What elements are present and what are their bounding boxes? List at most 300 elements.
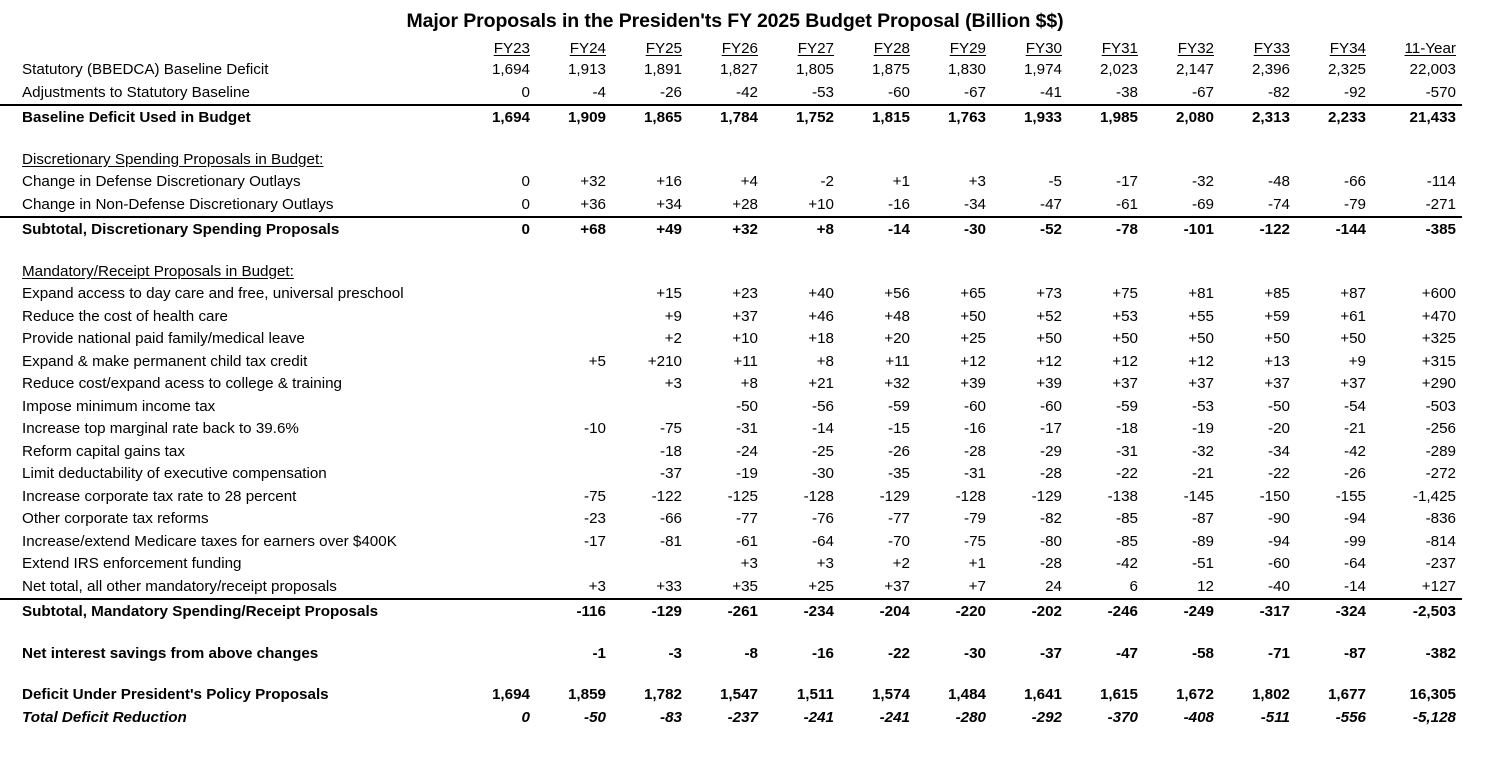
cell-FY30: +52 (1036, 307, 1062, 325)
cell-FY32: -51 (1192, 555, 1214, 572)
cell-FY34: -94 (1344, 510, 1366, 527)
cell-FY30: -129 (1031, 487, 1062, 505)
cell-FY24: -17 (584, 532, 606, 550)
cell-FY33 (1230, 261, 1306, 284)
cell-FY31: -138 (1107, 487, 1138, 505)
cell-FY33: -511 (1260, 708, 1290, 726)
cell-FY24: 1,909 (546, 105, 622, 130)
cell-FY28: -204 (850, 599, 926, 624)
cell-FY34: -99 (1344, 532, 1366, 550)
cell-FY26: -19 (736, 465, 758, 482)
cell-FY24: +3 (588, 577, 606, 595)
cell-FY28 (850, 261, 926, 284)
cell-FY25: -129 (622, 599, 698, 624)
cell-FY23 (470, 441, 546, 464)
cell-FY33: -60 (1268, 555, 1290, 572)
cell-FY31: +53 (1112, 307, 1138, 325)
cell-FY31: -59 (1116, 397, 1138, 415)
row-label-mandatory-2: Provide national paid family/medical leave (22, 330, 305, 347)
cell-FY33: -22 (1268, 465, 1290, 482)
cell-FY33: -40 (1268, 577, 1290, 595)
cell-FY31: -370 (1107, 708, 1138, 726)
table-row-total-deficit-reduction (0, 707, 1462, 730)
cell-FY29: -16 (964, 420, 986, 437)
cell-FY24: +68 (546, 217, 622, 242)
cell-FY23: 0 (521, 83, 530, 101)
cell-FY34: -155 (1335, 487, 1366, 505)
cell-FY23: 0 (521, 708, 530, 726)
cell-11-Year: +600 (1421, 285, 1456, 302)
cell-FY29: -220 (926, 599, 1002, 624)
cell-11-Year: 16,305 (1409, 686, 1456, 703)
cell-FY25: 1,782 (643, 686, 682, 703)
cell-FY26: -31 (736, 420, 758, 437)
cell-FY23: 1,694 (470, 105, 546, 130)
cell-FY33: -50 (1268, 397, 1290, 415)
table-row-deficit-under-policy (0, 684, 1462, 707)
cell-FY23 (470, 283, 546, 306)
cell-FY28: -241 (879, 708, 910, 726)
cell-11-Year: -289 (1425, 442, 1456, 460)
cell-FY30: 1,974 (1023, 61, 1062, 78)
cell-FY26: -237 (727, 708, 758, 726)
cell-FY29: -28 (964, 442, 986, 460)
cell-FY27 (774, 149, 850, 172)
cell-FY34: +37 (1340, 375, 1366, 392)
cell-FY26: -50 (736, 397, 758, 415)
cell-FY27: -16 (812, 644, 834, 662)
column-header-FY25: FY25 (645, 40, 682, 57)
cell-FY34: 2,233 (1306, 105, 1382, 130)
cell-FY29: +3 (968, 173, 986, 190)
spacer-cell (0, 130, 1462, 149)
cell-FY24 (546, 441, 622, 464)
cell-FY30: 1,933 (1002, 105, 1078, 130)
cell-FY32: -19 (1192, 420, 1214, 437)
cell-FY28: 1,875 (871, 61, 910, 78)
cell-FY25: -26 (660, 83, 682, 101)
cell-FY31: 1,985 (1078, 105, 1154, 130)
cell-FY24: +5 (588, 352, 606, 370)
cell-FY32: 1,672 (1175, 686, 1214, 703)
cell-FY28: -15 (888, 420, 910, 437)
row-label-mandatory-6: Increase top marginal rate back to 39.6% (22, 420, 299, 437)
cell-FY33: 1,802 (1251, 686, 1290, 703)
cell-FY26: 1,784 (698, 105, 774, 130)
cell-FY26: +28 (732, 195, 758, 213)
row-label-mandatory-4: Reduce cost/expand acess to college & training (22, 375, 342, 392)
cell-FY26: +3 (740, 555, 758, 572)
cell-11-Year (1382, 261, 1462, 284)
cell-FY28: +37 (884, 577, 910, 595)
cell-FY25 (622, 553, 698, 576)
cell-FY31: +37 (1112, 375, 1138, 392)
cell-FY24: +36 (580, 195, 606, 213)
cell-FY33: +13 (1264, 352, 1290, 370)
cell-FY23: 1,694 (491, 686, 530, 703)
cell-11-Year: -503 (1425, 397, 1456, 415)
cell-FY23: 0 (521, 173, 530, 190)
column-header-FY27: FY27 (797, 40, 834, 57)
cell-FY30: -41 (1040, 83, 1062, 101)
table-row-adjustments (0, 82, 1462, 106)
cell-FY25 (622, 149, 698, 172)
cell-FY33: +59 (1264, 307, 1290, 325)
cell-FY30 (1002, 149, 1078, 172)
cell-FY25: +210 (647, 352, 682, 370)
table-row-mandatory-8 (0, 463, 1462, 486)
cell-FY28: -22 (888, 644, 910, 662)
cell-FY29: +12 (960, 352, 986, 370)
cell-FY27: 1,805 (795, 61, 834, 78)
cell-FY25: -81 (660, 532, 682, 550)
cell-FY31: -85 (1116, 532, 1138, 550)
cell-FY34: +50 (1340, 330, 1366, 347)
cell-FY31: -18 (1116, 420, 1138, 437)
table-row-mandatory-1 (0, 306, 1462, 329)
cell-FY27: +25 (808, 577, 834, 595)
cell-FY23 (470, 508, 546, 531)
cell-FY28: -16 (888, 195, 910, 213)
cell-FY31: -47 (1116, 644, 1138, 662)
row-spacer (0, 242, 1462, 261)
table-row-mandatory-5 (0, 396, 1462, 419)
cell-FY27 (774, 261, 850, 284)
cell-FY31: -78 (1078, 217, 1154, 242)
cell-FY32: 2,080 (1154, 105, 1230, 130)
cell-FY29: 1,830 (947, 61, 986, 78)
cell-FY32: -101 (1154, 217, 1230, 242)
cell-FY25: +34 (656, 195, 682, 213)
table-header-row (0, 38, 1462, 59)
row-label-net-interest: Net interest savings from above changes (22, 644, 319, 662)
cell-FY23 (470, 328, 546, 351)
cell-FY24: -1 (592, 644, 606, 662)
table-row-mandatory-11 (0, 531, 1462, 554)
cell-FY29: -128 (955, 487, 986, 505)
row-label-discretionary-0: Change in Defense Discretionary Outlays (22, 173, 301, 190)
cell-FY34: +9 (1348, 352, 1366, 370)
cell-FY26: +8 (740, 375, 758, 392)
cell-FY27: 1,511 (796, 686, 834, 703)
cell-FY26: -125 (727, 487, 758, 505)
cell-FY30: 24 (1045, 577, 1062, 595)
cell-FY34: +61 (1340, 307, 1366, 325)
cell-FY30: -29 (1040, 442, 1062, 460)
cell-FY28: -70 (888, 532, 910, 550)
cell-FY24 (546, 149, 622, 172)
cell-FY23 (470, 486, 546, 509)
cell-FY24: -23 (584, 510, 606, 527)
cell-FY25: +3 (664, 375, 682, 392)
cell-FY31 (1078, 149, 1154, 172)
table-row-statutory-baseline (0, 59, 1462, 82)
cell-FY34 (1306, 149, 1382, 172)
row-label-deficit-under-policy: Deficit Under President's Policy Proposals (22, 686, 329, 703)
cell-FY25: +16 (656, 173, 682, 190)
cell-FY34: -87 (1344, 644, 1366, 662)
cell-FY32: -21 (1192, 465, 1214, 482)
cell-FY23 (470, 576, 546, 600)
cell-FY32: -32 (1192, 442, 1214, 460)
table-row-mandatory-10 (0, 508, 1462, 531)
table-row-mandatory-0 (0, 283, 1462, 306)
cell-FY28 (850, 149, 926, 172)
cell-FY24: -10 (584, 420, 606, 437)
table-row-baseline-deficit-used (0, 105, 1462, 130)
cell-FY34: -92 (1344, 83, 1366, 101)
cell-FY29: -60 (964, 397, 986, 415)
cell-FY29: +1 (968, 555, 986, 572)
cell-11-Year: 22,003 (1409, 61, 1456, 78)
cell-FY30: -80 (1040, 532, 1062, 550)
cell-11-Year: -272 (1425, 465, 1456, 482)
cell-FY29: +7 (968, 577, 986, 595)
column-header-FY30: FY30 (1025, 40, 1062, 57)
row-label-mandatory-9: Increase corporate tax rate to 28 percent (22, 487, 297, 505)
cell-FY27: -128 (803, 487, 834, 505)
cell-FY29: -34 (964, 195, 986, 213)
cell-FY33: +50 (1264, 330, 1290, 347)
table-row-mandatory-12 (0, 553, 1462, 576)
cell-FY23 (470, 599, 546, 624)
cell-FY26: 1,827 (719, 61, 758, 78)
cell-FY25: +33 (656, 577, 682, 595)
cell-FY26: +35 (732, 577, 758, 595)
row-label-mandatory-11: Increase/extend Medicare taxes for earners over $400K (22, 532, 397, 550)
cell-FY23: 0 (521, 195, 530, 213)
cell-FY30: -17 (1040, 420, 1062, 437)
cell-FY25: -83 (660, 708, 682, 726)
cell-FY34: -324 (1306, 599, 1382, 624)
cell-FY27: +3 (816, 555, 834, 572)
table-row-net-interest (0, 643, 1462, 666)
cell-FY26: +37 (732, 307, 758, 325)
cell-FY27: -53 (812, 83, 834, 101)
cell-FY26: -24 (736, 442, 758, 460)
cell-FY33: -94 (1268, 532, 1290, 550)
cell-FY33: -34 (1268, 442, 1290, 460)
row-label-statutory-baseline: Statutory (BBEDCA) Baseline Deficit (22, 61, 269, 78)
cell-FY26 (698, 261, 774, 284)
column-header-FY23: FY23 (493, 40, 530, 57)
cell-FY24 (546, 261, 622, 284)
cell-FY23: 0 (470, 217, 546, 242)
cell-FY29: -30 (926, 217, 1002, 242)
cell-FY24: -116 (546, 599, 622, 624)
cell-FY34: -26 (1344, 465, 1366, 482)
row-label-mandatory-1: Reduce the cost of health care (22, 307, 229, 325)
row-spacer (0, 665, 1462, 684)
column-header-FY24: FY24 (569, 40, 606, 57)
cell-FY23 (470, 418, 546, 441)
cell-11-Year: -114 (1426, 173, 1456, 190)
table-row-subtotal-discretionary (0, 217, 1462, 242)
cell-FY23 (470, 553, 546, 576)
cell-FY34: 2,325 (1327, 61, 1366, 78)
cell-11-Year: -271 (1425, 195, 1456, 213)
cell-FY33: -150 (1259, 487, 1290, 505)
cell-11-Year (1382, 149, 1462, 172)
cell-FY24: +32 (580, 173, 606, 190)
cell-FY28: -26 (888, 442, 910, 460)
spacer-cell (0, 624, 1462, 643)
column-header-FY34: FY34 (1329, 40, 1366, 57)
cell-FY24 (546, 553, 622, 576)
cell-FY27: +21 (808, 375, 834, 392)
cell-11-Year: +470 (1421, 307, 1456, 325)
cell-FY32: +12 (1188, 352, 1214, 370)
row-label-mandatory-5: Impose minimum income tax (22, 397, 216, 415)
cell-FY26: +23 (732, 285, 758, 302)
cell-FY31: -31 (1116, 442, 1138, 460)
row-label-mandatory-0: Expand access to day care and free, universal preschool (22, 285, 404, 302)
row-label-mandatory-8: Limit deductability of executive compensation (22, 465, 327, 482)
cell-FY25 (622, 396, 698, 419)
cell-FY27: -64 (812, 532, 834, 550)
cell-FY30: -202 (1002, 599, 1078, 624)
section-heading-mandatory (0, 261, 1462, 284)
cell-FY31: 2,023 (1099, 61, 1138, 78)
cell-FY28: -14 (850, 217, 926, 242)
cell-FY31: -38 (1116, 83, 1138, 101)
cell-FY24: -75 (584, 487, 606, 505)
cell-FY26 (698, 149, 774, 172)
cell-FY32: -67 (1192, 83, 1214, 101)
cell-FY29: -75 (964, 532, 986, 550)
cell-FY28: +48 (884, 307, 910, 325)
row-label-subtotal-mandatory: Subtotal, Mandatory Spending/Receipt Proposals (0, 599, 470, 624)
cell-FY32: -145 (1183, 487, 1214, 505)
cell-FY25: -37 (660, 465, 682, 482)
cell-FY28: -35 (888, 465, 910, 482)
cell-FY24: -4 (592, 83, 606, 101)
cell-FY27: +8 (816, 352, 834, 370)
cell-FY34: -79 (1344, 195, 1366, 213)
cell-FY28: -77 (888, 510, 910, 527)
cell-11-Year: -2,503 (1382, 599, 1462, 624)
table-row-subtotal-mandatory (0, 599, 1462, 624)
cell-11-Year: -814 (1425, 532, 1456, 550)
table-row-discretionary-0 (0, 171, 1462, 194)
cell-FY30: 1,641 (1023, 686, 1062, 703)
section-heading-discretionary (0, 149, 1462, 172)
cell-FY32: +37 (1188, 375, 1214, 392)
cell-FY32: -32 (1192, 173, 1214, 190)
cell-FY31: +75 (1112, 285, 1138, 302)
cell-FY26: -42 (736, 83, 758, 101)
cell-FY26: -61 (736, 532, 758, 550)
cell-FY25: 1,865 (622, 105, 698, 130)
cell-11-Year: -256 (1425, 420, 1456, 437)
cell-FY33: -82 (1268, 83, 1290, 101)
cell-FY31: -61 (1116, 195, 1138, 213)
cell-FY32: -249 (1154, 599, 1230, 624)
row-label-baseline-deficit-used: Baseline Deficit Used in Budget (0, 105, 470, 130)
cell-FY32: -408 (1183, 708, 1214, 726)
cell-FY27: -14 (812, 420, 834, 437)
cell-FY27: +10 (808, 195, 834, 213)
cell-FY23 (470, 351, 546, 374)
cell-FY29: +50 (960, 307, 986, 325)
cell-FY25: 1,891 (643, 61, 682, 78)
cell-FY33: -122 (1230, 217, 1306, 242)
cell-FY23 (470, 149, 546, 172)
table-row-discretionary-1 (0, 194, 1462, 218)
column-header-FY33: FY33 (1253, 40, 1290, 57)
cell-FY33: 2,313 (1230, 105, 1306, 130)
cell-FY30: -82 (1040, 510, 1062, 527)
cell-FY26: +32 (698, 217, 774, 242)
cell-FY24: -50 (584, 708, 606, 726)
cell-FY24 (546, 283, 622, 306)
cell-FY25: -18 (660, 442, 682, 460)
cell-11-Year: -382 (1425, 644, 1456, 662)
cell-FY32: +50 (1188, 330, 1214, 347)
budget-table-body (0, 38, 1462, 729)
cell-FY33: -71 (1268, 644, 1290, 662)
column-header-FY28: FY28 (873, 40, 910, 57)
cell-FY23 (470, 643, 546, 666)
row-label-discretionary-1: Change in Non-Defense Discretionary Outlays (22, 195, 334, 213)
table-row-mandatory-13 (0, 576, 1462, 600)
cell-FY27: -30 (812, 465, 834, 482)
cell-FY25: -122 (651, 487, 682, 505)
cell-FY30 (1002, 261, 1078, 284)
cell-FY25: -75 (660, 420, 682, 437)
cell-FY23 (470, 306, 546, 329)
cell-FY28: -129 (879, 487, 910, 505)
cell-FY29: -31 (964, 465, 986, 482)
cell-FY30: +39 (1036, 375, 1062, 392)
cell-FY26: +4 (740, 173, 758, 190)
cell-FY27: 1,752 (774, 105, 850, 130)
spacer-cell (0, 242, 1462, 261)
cell-FY25 (622, 261, 698, 284)
cell-11-Year: -1,425 (1412, 487, 1456, 505)
row-label-mandatory-12: Extend IRS enforcement funding (22, 555, 242, 572)
cell-FY33: +37 (1264, 375, 1290, 392)
budget-table (0, 38, 1462, 729)
cell-FY24 (546, 463, 622, 486)
cell-11-Year: -5,128 (1412, 708, 1456, 726)
cell-FY27: +18 (808, 330, 834, 347)
table-row-mandatory-9 (0, 486, 1462, 509)
row-spacer (0, 130, 1462, 149)
cell-FY28: +32 (884, 375, 910, 392)
cell-FY33: -48 (1268, 173, 1290, 190)
cell-FY29: 1,484 (947, 686, 986, 703)
cell-FY26: +11 (733, 352, 758, 370)
cell-FY23 (470, 531, 546, 554)
cell-FY34: -54 (1344, 397, 1366, 415)
cell-FY31: -22 (1116, 465, 1138, 482)
cell-FY33 (1230, 149, 1306, 172)
column-header-FY26: FY26 (721, 40, 758, 57)
cell-FY30: -47 (1040, 195, 1062, 213)
table-row-mandatory-3 (0, 351, 1462, 374)
cell-FY31 (1078, 261, 1154, 284)
row-spacer (0, 624, 1462, 643)
cell-FY29: +65 (960, 285, 986, 302)
cell-FY26: -261 (698, 599, 774, 624)
cell-FY32: -69 (1192, 195, 1214, 213)
cell-FY24: 1,913 (567, 61, 606, 78)
cell-FY32: +55 (1188, 307, 1214, 325)
cell-FY32: 2,147 (1175, 61, 1214, 78)
cell-FY34: -42 (1344, 442, 1366, 460)
cell-FY29: -280 (955, 708, 986, 726)
